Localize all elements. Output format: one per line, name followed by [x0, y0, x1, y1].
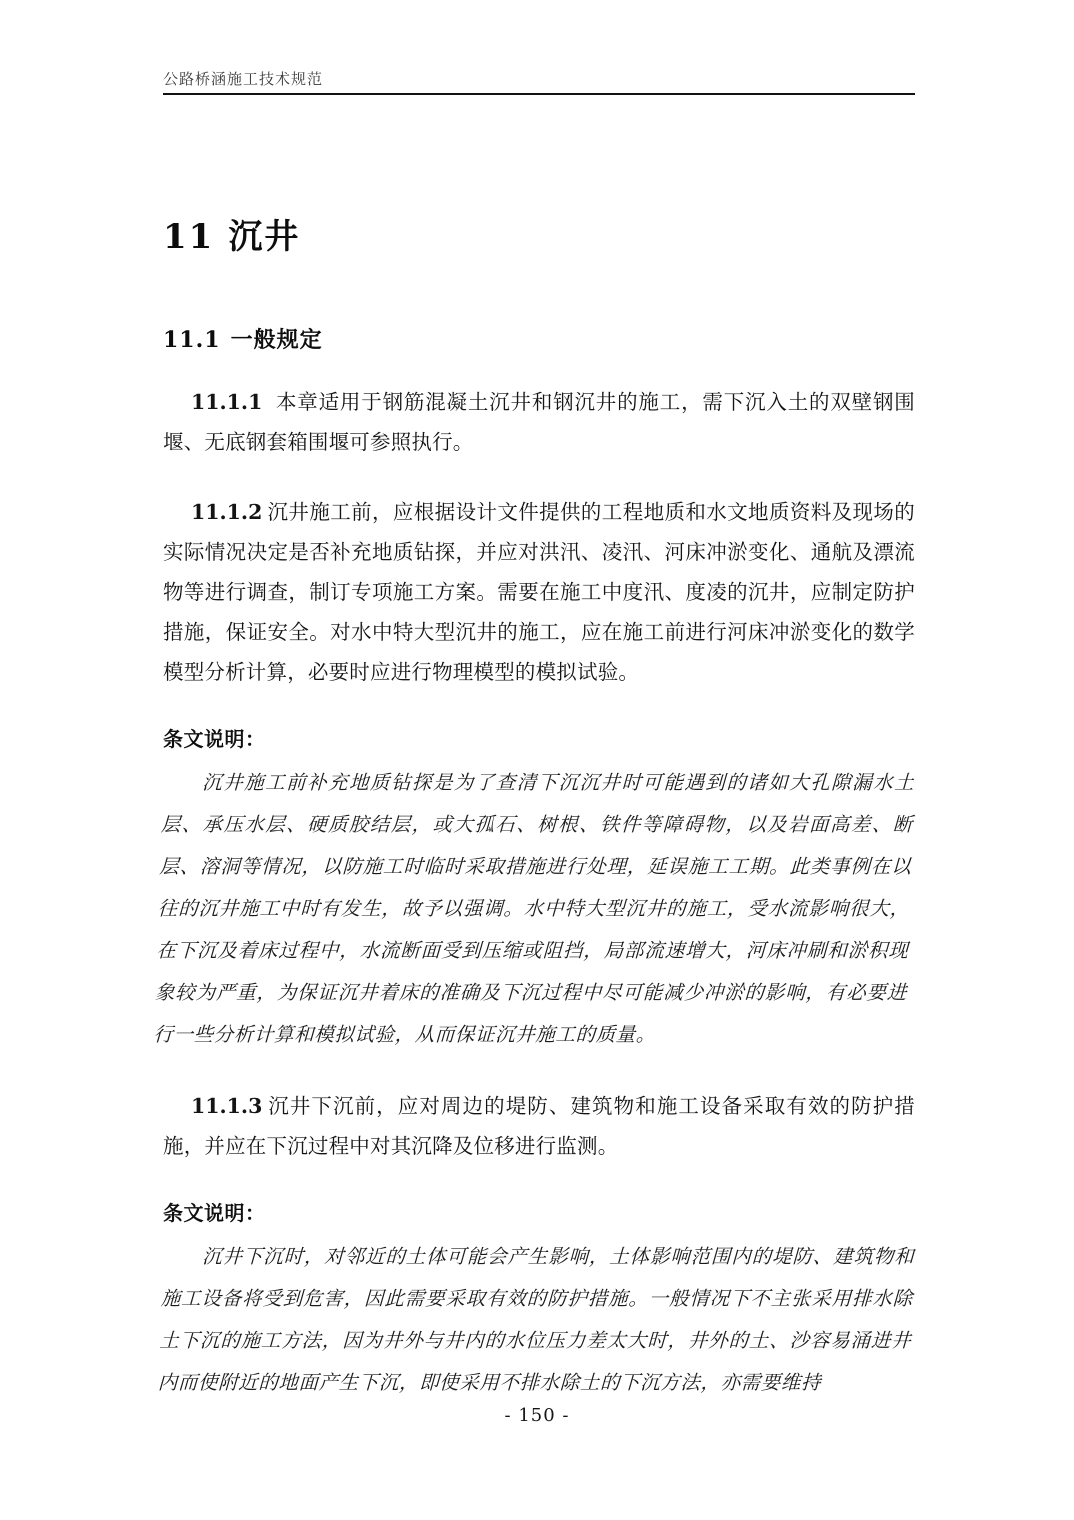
chapter-number: 11	[163, 216, 215, 257]
note-heading: 条文说明：	[163, 727, 266, 751]
header-rule	[163, 93, 915, 95]
explanatory-note-2	[157, 1196, 915, 1404]
clause-text: 沉井施工前，应根据设计文件提供的工程地质和水文地质资料及现场的实际情况决定是否补充地质钻探，并应对洪汛、凌汛、河床冲淤变化、通航及漂流物等进行调查，制订专项施工方案。需要在施工中度汛、度凌的沉井，应制定防护措施，保证安全。对水中特大型沉井的施工，应在施工前进行河床冲淤变化的数学模型分析计算，必要时应进行物理模型的模拟试验。	[163, 500, 915, 684]
clause-number: 11.1.1	[191, 390, 263, 414]
clause-11-1-2	[163, 492, 915, 692]
page-number: - 150 -	[504, 1405, 570, 1426]
running-header-title: 公路桥涵施工技术规范	[163, 70, 324, 88]
page-body	[153, 382, 915, 1434]
clause-number: 11.1.3	[191, 1094, 263, 1118]
note-body: 沉井施工前补充地质钻探是为了查清下沉沉井时可能遇到的诸如大孔隙漏水土层、承压水层、硬质胶结层，或大孤石、树根、铁件等障碍物，以及岩面高差、断层、溶洞等情况，以防施工时临时采取措施进行处理，延误施工工期。此类事例在以往的沉井施工中时有发生，故予以强调。水中特大型沉井的施工，受水流影响很大，在下沉及着床过程中，水流断面受到压缩或阻挡，局部流速增大，河床冲刷和淤积现象较为严重，为保证沉井着床的准确及下沉过程中尽可能减少冲淤的影响，有必要进行一些分析计算和模拟试验，从而保证沉井施工的质量。	[153, 771, 915, 1046]
clause-11-1-1	[163, 382, 915, 462]
page-footer	[0, 1405, 1074, 1426]
clause-11-1-3	[163, 1086, 915, 1166]
note-heading: 条文说明：	[163, 1201, 266, 1225]
section-heading	[163, 323, 323, 354]
section-title-text: 一般规定	[230, 327, 323, 354]
clause-number: 11.1.2	[191, 500, 263, 524]
chapter-title-text: 沉井	[228, 216, 301, 257]
section-number: 11.1	[163, 327, 221, 354]
clause-text: 本章适用于钢筋混凝土沉井和钢沉井的施工，需下沉入土的双壁钢围堰、无底钢套箱围堰可参照执行。	[163, 390, 915, 454]
chapter-title	[163, 209, 300, 258]
running-header	[163, 70, 915, 103]
note-body: 沉井下沉时，对邻近的土体可能会产生影响，土体影响范围内的堤防、建筑物和施工设备将受到危害，因此需要采取有效的防护措施。一般情况下不主张采用排水除土下沉的施工方法，因为井外与井内的水位压力差太大时，井外的土、沙容易涌进井内而使附近的地面产生下沉，即使采用不排水除土的下沉方法，亦需要维持	[157, 1245, 915, 1394]
clause-text: 沉井下沉前，应对周边的堤防、建筑物和施工设备采取有效的防护措施，并应在下沉过程中对其沉降及位移进行监测。	[163, 1094, 915, 1158]
explanatory-note-1	[153, 722, 915, 1056]
